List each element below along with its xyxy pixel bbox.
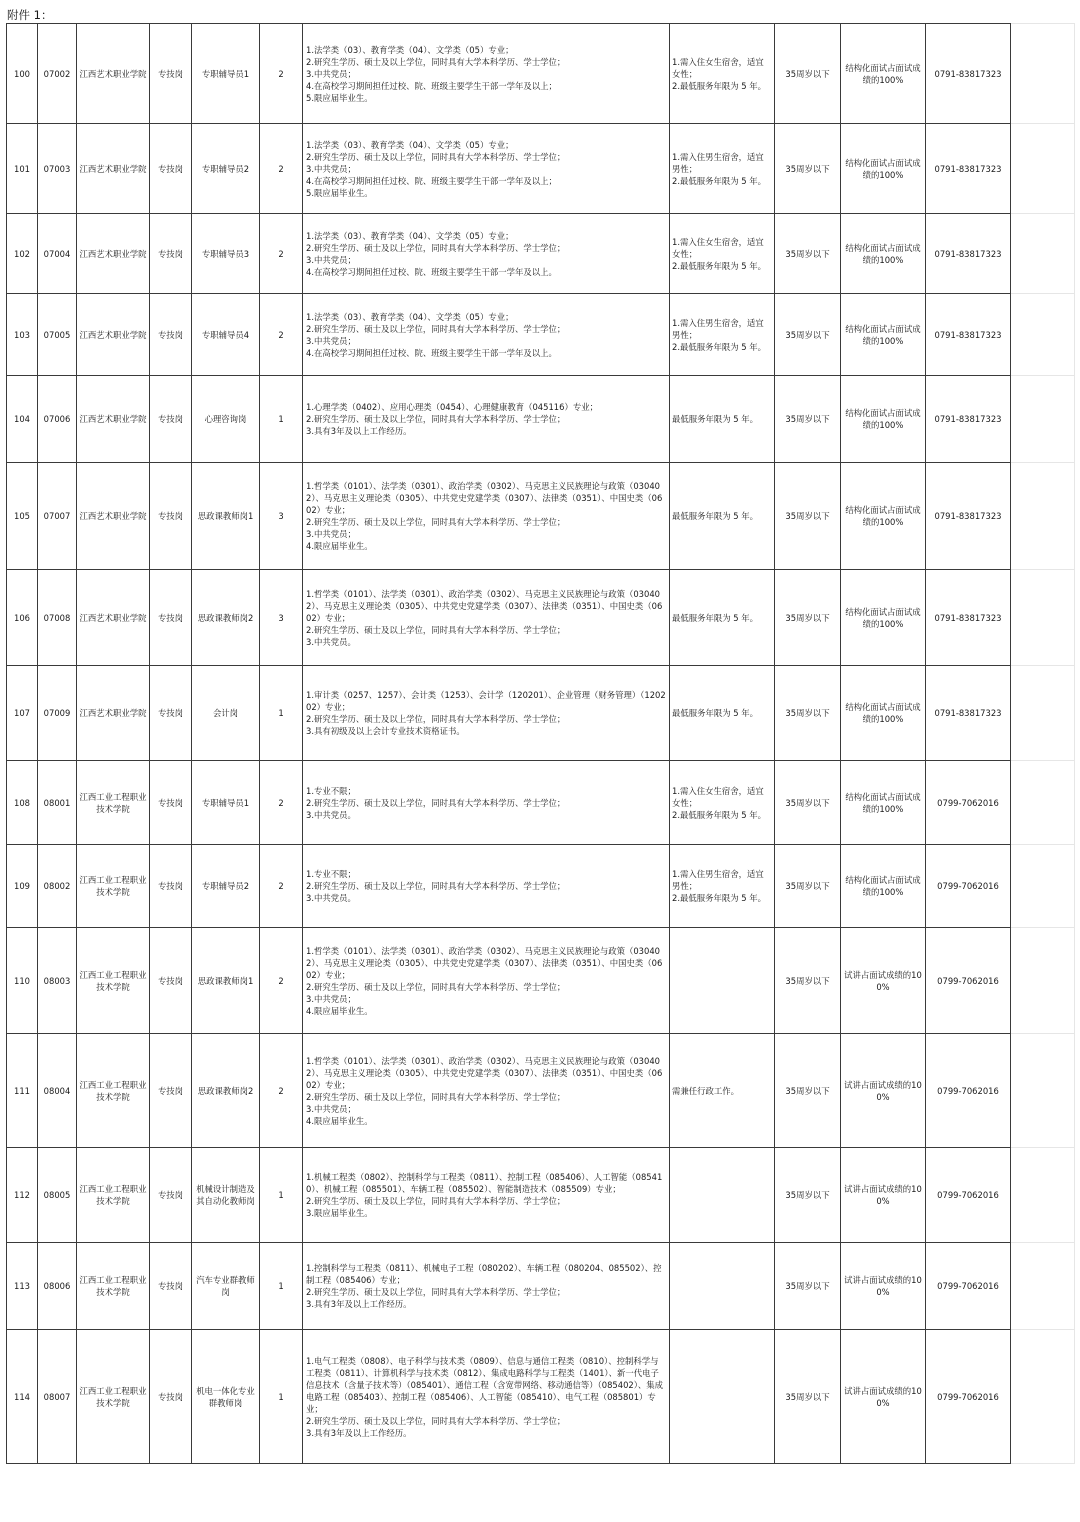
notes-cell bbox=[670, 1243, 775, 1330]
post-name-cell: 专职辅导员2 bbox=[192, 124, 260, 214]
seq-cell: 112 bbox=[7, 1148, 38, 1243]
notes-cell: 1.需入住男生宿舍，适宜男性； 2.最低服务年限为 5 年。 bbox=[670, 124, 775, 214]
post-type-cell: 专技岗 bbox=[150, 463, 192, 570]
notes-cell bbox=[670, 928, 775, 1034]
count-cell: 1 bbox=[260, 376, 303, 463]
post-name-cell: 专职辅导员1 bbox=[192, 24, 260, 124]
count-cell: 2 bbox=[260, 214, 303, 294]
phone-cell: 0791-83817323 bbox=[926, 570, 1011, 666]
exam-cell: 结构化面试占面试成绩的100% bbox=[841, 294, 926, 376]
seq-cell: 107 bbox=[7, 666, 38, 761]
count-cell: 2 bbox=[260, 1034, 303, 1148]
exam-cell: 结构化面试占面试成绩的100% bbox=[841, 845, 926, 928]
empty-cell bbox=[1011, 214, 1075, 294]
count-cell: 3 bbox=[260, 463, 303, 570]
requirements-cell: 1.机械工程类（0802）、控制科学与工程类（0811）、控制工程（085406）、人工智能（085410）、机械工程（085501）、车辆工程（085502）、智能制造技术（085509）专业； 2.研究生学历、硕士及以上学位，同时具有大学本科学历、学士学位； 3.限应届毕业生。 bbox=[303, 1148, 670, 1243]
empty-cell bbox=[1011, 24, 1075, 124]
exam-cell: 试讲占面试成绩的100% bbox=[841, 1330, 926, 1464]
phone-cell: 0799-7062016 bbox=[926, 1034, 1011, 1148]
count-cell: 2 bbox=[260, 124, 303, 214]
code-cell: 07007 bbox=[38, 463, 77, 570]
count-cell: 2 bbox=[260, 928, 303, 1034]
age-cell: 35周岁以下 bbox=[775, 761, 841, 845]
empty-cell bbox=[1011, 570, 1075, 666]
count-cell: 2 bbox=[260, 845, 303, 928]
post-type-cell: 专技岗 bbox=[150, 1148, 192, 1243]
age-cell: 35周岁以下 bbox=[775, 24, 841, 124]
phone-cell: 0799-7062016 bbox=[926, 845, 1011, 928]
exam-cell: 结构化面试占面试成绩的100% bbox=[841, 376, 926, 463]
notes-cell: 最低服务年限为 5 年。 bbox=[670, 376, 775, 463]
phone-cell: 0791-83817323 bbox=[926, 124, 1011, 214]
empty-cell bbox=[1011, 376, 1075, 463]
notes-cell: 最低服务年限为 5 年。 bbox=[670, 570, 775, 666]
seq-cell: 104 bbox=[7, 376, 38, 463]
seq-cell: 113 bbox=[7, 1243, 38, 1330]
post-name-cell: 心理咨询岗 bbox=[192, 376, 260, 463]
unit-cell: 江西工业工程职业技术学院 bbox=[77, 1148, 150, 1243]
age-cell: 35周岁以下 bbox=[775, 1330, 841, 1464]
code-cell: 08001 bbox=[38, 761, 77, 845]
post-type-cell: 专技岗 bbox=[150, 294, 192, 376]
phone-cell: 0799-7062016 bbox=[926, 761, 1011, 845]
age-cell: 35周岁以下 bbox=[775, 124, 841, 214]
table-row bbox=[7, 214, 1075, 294]
code-cell: 07008 bbox=[38, 570, 77, 666]
count-cell: 1 bbox=[260, 1330, 303, 1464]
notes-cell: 1.需入住男生宿舍，适宜男性； 2.最低服务年限为 5 年。 bbox=[670, 294, 775, 376]
table-row bbox=[7, 666, 1075, 761]
age-cell: 35周岁以下 bbox=[775, 1243, 841, 1330]
attachment-label: 附件 1： bbox=[7, 8, 53, 22]
empty-cell bbox=[1011, 928, 1075, 1034]
post-name-cell: 思政课教师岗1 bbox=[192, 463, 260, 570]
requirements-cell: 1.哲学类（0101）、法学类（0301）、政治学类（0302）、马克思主义民族理论与政策（030402）、马克思主义理论类（0305）、中共党史党建学类（0307）、法律类（0351）、中国史类（0602）专业； 2.研究生学历、硕士及以上学位，同时具有大学本科学历、学士学位； 3.中共党员； 4.限应届毕业生。 bbox=[303, 463, 670, 570]
code-cell: 08005 bbox=[38, 1148, 77, 1243]
exam-cell: 试讲占面试成绩的100% bbox=[841, 928, 926, 1034]
notes-cell: 最低服务年限为 5 年。 bbox=[670, 463, 775, 570]
unit-cell: 江西工业工程职业技术学院 bbox=[77, 1034, 150, 1148]
post-name-cell: 专职辅导员1 bbox=[192, 761, 260, 845]
notes-cell: 最低服务年限为 5 年。 bbox=[670, 666, 775, 761]
phone-cell: 0799-7062016 bbox=[926, 928, 1011, 1034]
seq-cell: 102 bbox=[7, 214, 38, 294]
age-cell: 35周岁以下 bbox=[775, 294, 841, 376]
empty-cell bbox=[1011, 1034, 1075, 1148]
empty-cell bbox=[1011, 1148, 1075, 1243]
post-type-cell: 专技岗 bbox=[150, 666, 192, 761]
age-cell: 35周岁以下 bbox=[775, 214, 841, 294]
age-cell: 35周岁以下 bbox=[775, 666, 841, 761]
post-name-cell: 专职辅导员4 bbox=[192, 294, 260, 376]
age-cell: 35周岁以下 bbox=[775, 570, 841, 666]
code-cell: 08003 bbox=[38, 928, 77, 1034]
exam-cell: 结构化面试占面试成绩的100% bbox=[841, 666, 926, 761]
age-cell: 35周岁以下 bbox=[775, 463, 841, 570]
unit-cell: 江西艺术职业学院 bbox=[77, 24, 150, 124]
post-name-cell: 思政课教师岗2 bbox=[192, 1034, 260, 1148]
unit-cell: 江西艺术职业学院 bbox=[77, 294, 150, 376]
exam-cell: 结构化面试占面试成绩的100% bbox=[841, 124, 926, 214]
exam-cell: 结构化面试占面试成绩的100% bbox=[841, 24, 926, 124]
count-cell: 2 bbox=[260, 24, 303, 124]
post-type-cell: 专技岗 bbox=[150, 1330, 192, 1464]
post-type-cell: 专技岗 bbox=[150, 845, 192, 928]
unit-cell: 江西艺术职业学院 bbox=[77, 214, 150, 294]
recruitment-table bbox=[6, 23, 1075, 1464]
code-cell: 07005 bbox=[38, 294, 77, 376]
exam-cell: 试讲占面试成绩的100% bbox=[841, 1148, 926, 1243]
unit-cell: 江西工业工程职业技术学院 bbox=[77, 1330, 150, 1464]
unit-cell: 江西工业工程职业技术学院 bbox=[77, 845, 150, 928]
count-cell: 2 bbox=[260, 761, 303, 845]
count-cell: 1 bbox=[260, 666, 303, 761]
post-type-cell: 专技岗 bbox=[150, 570, 192, 666]
post-name-cell: 机电一体化专业群教师岗 bbox=[192, 1330, 260, 1464]
code-cell: 07006 bbox=[38, 376, 77, 463]
post-name-cell: 机械设计制造及其自动化教师岗 bbox=[192, 1148, 260, 1243]
phone-cell: 0791-83817323 bbox=[926, 666, 1011, 761]
empty-cell bbox=[1011, 666, 1075, 761]
table-row bbox=[7, 294, 1075, 376]
unit-cell: 江西工业工程职业技术学院 bbox=[77, 1243, 150, 1330]
age-cell: 35周岁以下 bbox=[775, 1034, 841, 1148]
requirements-cell: 1.法学类（03）、教育学类（04）、文学类（05）专业； 2.研究生学历、硕士及以上学位，同时具有大学本科学历、学士学位； 3.中共党员； 4.在高校学习期间担任过校、院、班级主要学生干部一学年及以上； 5.限应届毕业生。 bbox=[303, 124, 670, 214]
post-name-cell: 思政课教师岗2 bbox=[192, 570, 260, 666]
exam-cell: 试讲占面试成绩的100% bbox=[841, 1034, 926, 1148]
notes-cell: 1.需入住男生宿舍，适宜男性； 2.最低服务年限为 5 年。 bbox=[670, 845, 775, 928]
empty-cell bbox=[1011, 1330, 1075, 1464]
unit-cell: 江西艺术职业学院 bbox=[77, 124, 150, 214]
seq-cell: 101 bbox=[7, 124, 38, 214]
age-cell: 35周岁以下 bbox=[775, 376, 841, 463]
age-cell: 35周岁以下 bbox=[775, 845, 841, 928]
table-row bbox=[7, 376, 1075, 463]
notes-cell: 1.需入住女生宿舍，适宜女性； 2.最低服务年限为 5 年。 bbox=[670, 24, 775, 124]
seq-cell: 111 bbox=[7, 1034, 38, 1148]
exam-cell: 结构化面试占面试成绩的100% bbox=[841, 761, 926, 845]
exam-cell: 结构化面试占面试成绩的100% bbox=[841, 570, 926, 666]
count-cell: 3 bbox=[260, 570, 303, 666]
phone-cell: 0791-83817323 bbox=[926, 294, 1011, 376]
code-cell: 07003 bbox=[38, 124, 77, 214]
table-body bbox=[7, 24, 1075, 1464]
code-cell: 08006 bbox=[38, 1243, 77, 1330]
seq-cell: 100 bbox=[7, 24, 38, 124]
table-row bbox=[7, 1034, 1075, 1148]
post-type-cell: 专技岗 bbox=[150, 761, 192, 845]
table-row bbox=[7, 1243, 1075, 1330]
requirements-cell: 1.法学类（03）、教育学类（04）、文学类（05）专业； 2.研究生学历、硕士及以上学位，同时具有大学本科学历、学士学位； 3.中共党员； 4.在高校学习期间担任过校、院、班级主要学生干部一学年及以上。 bbox=[303, 294, 670, 376]
count-cell: 1 bbox=[260, 1243, 303, 1330]
empty-cell bbox=[1011, 463, 1075, 570]
requirements-cell: 1.专业不限； 2.研究生学历、硕士及以上学位，同时具有大学本科学历、学士学位； 3.中共党员。 bbox=[303, 845, 670, 928]
empty-cell bbox=[1011, 124, 1075, 214]
phone-cell: 0799-7062016 bbox=[926, 1330, 1011, 1464]
requirements-cell: 1.电气工程类（0808）、电子科学与技术类（0809）、信息与通信工程类（0810）、控制科学与工程类（0811）、计算机科学与技术类（0812）、集成电路科学与工程类（1401）、新一代电子信息技术（含量子技术等）（085401）、通信工程（含宽带网络、移动通信等）（085402）、集成电路工程（085403）、控制工程（085406）、人工智能（085410）、电气工程（085801）专业； 2.研究生学历、硕士及以上学位，同时具有大学本科学历、学士学位； 3.具有3年及以上工作经历。 bbox=[303, 1330, 670, 1464]
phone-cell: 0791-83817323 bbox=[926, 376, 1011, 463]
requirements-cell: 1.审计类（0257、1257）、会计类（1253）、会计学（120201）、企业管理（财务管理）（120202）专业； 2.研究生学历、硕士及以上学位，同时具有大学本科学历、学士学位； 3.具有初级及以上会计专业技术资格证书。 bbox=[303, 666, 670, 761]
post-name-cell: 会计岗 bbox=[192, 666, 260, 761]
post-type-cell: 专技岗 bbox=[150, 1034, 192, 1148]
unit-cell: 江西艺术职业学院 bbox=[77, 463, 150, 570]
seq-cell: 103 bbox=[7, 294, 38, 376]
seq-cell: 108 bbox=[7, 761, 38, 845]
age-cell: 35周岁以下 bbox=[775, 928, 841, 1034]
empty-cell bbox=[1011, 1243, 1075, 1330]
requirements-cell: 1.法学类（03）、教育学类（04）、文学类（05）专业； 2.研究生学历、硕士及以上学位，同时具有大学本科学历、学士学位； 3.中共党员； 4.在高校学习期间担任过校、院、班级主要学生干部一学年及以上。 bbox=[303, 214, 670, 294]
unit-cell: 江西艺术职业学院 bbox=[77, 376, 150, 463]
count-cell: 2 bbox=[260, 294, 303, 376]
requirements-cell: 1.哲学类（0101）、法学类（0301）、政治学类（0302）、马克思主义民族理论与政策（030402）、马克思主义理论类（0305）、中共党史党建学类（0307）、法律类（0351）、中国史类（0602）专业； 2.研究生学历、硕士及以上学位，同时具有大学本科学历、学士学位； 3.中共党员； 4.限应届毕业生。 bbox=[303, 928, 670, 1034]
table-row bbox=[7, 463, 1075, 570]
table-row bbox=[7, 845, 1075, 928]
code-cell: 07004 bbox=[38, 214, 77, 294]
seq-cell: 114 bbox=[7, 1330, 38, 1464]
code-cell: 08007 bbox=[38, 1330, 77, 1464]
code-cell: 08002 bbox=[38, 845, 77, 928]
exam-cell: 结构化面试占面试成绩的100% bbox=[841, 214, 926, 294]
phone-cell: 0791-83817323 bbox=[926, 463, 1011, 570]
code-cell: 07002 bbox=[38, 24, 77, 124]
seq-cell: 106 bbox=[7, 570, 38, 666]
post-type-cell: 专技岗 bbox=[150, 928, 192, 1034]
exam-cell: 结构化面试占面试成绩的100% bbox=[841, 463, 926, 570]
post-name-cell: 专职辅导员3 bbox=[192, 214, 260, 294]
empty-cell bbox=[1011, 761, 1075, 845]
notes-cell: 需兼任行政工作。 bbox=[670, 1034, 775, 1148]
empty-cell bbox=[1011, 294, 1075, 376]
requirements-cell: 1.专业不限； 2.研究生学历、硕士及以上学位，同时具有大学本科学历、学士学位； 3.中共党员。 bbox=[303, 761, 670, 845]
requirements-cell: 1.心理学类（0402）、应用心理类（0454）、心理健康教育（045116）专业； 2.研究生学历、硕士及以上学位，同时具有大学本科学历、学士学位； 3.具有3年及以上工作经历。 bbox=[303, 376, 670, 463]
table-row bbox=[7, 570, 1075, 666]
post-type-cell: 专技岗 bbox=[150, 124, 192, 214]
post-type-cell: 专技岗 bbox=[150, 214, 192, 294]
post-name-cell: 思政课教师岗1 bbox=[192, 928, 260, 1034]
post-type-cell: 专技岗 bbox=[150, 376, 192, 463]
notes-cell: 1.需入住女生宿舍，适宜女性； 2.最低服务年限为 5 年。 bbox=[670, 761, 775, 845]
age-cell: 35周岁以下 bbox=[775, 1148, 841, 1243]
phone-cell: 0791-83817323 bbox=[926, 24, 1011, 124]
empty-cell bbox=[1011, 845, 1075, 928]
requirements-cell: 1.哲学类（0101）、法学类（0301）、政治学类（0302）、马克思主义民族理论与政策（030402）、马克思主义理论类（0305）、中共党史党建学类（0307）、法律类（0351）、中国史类（0602）专业； 2.研究生学历、硕士及以上学位，同时具有大学本科学历、学士学位； 3.中共党员。 bbox=[303, 570, 670, 666]
post-name-cell: 汽车专业群教师岗 bbox=[192, 1243, 260, 1330]
table-row bbox=[7, 124, 1075, 214]
post-name-cell: 专职辅导员2 bbox=[192, 845, 260, 928]
notes-cell bbox=[670, 1330, 775, 1464]
post-type-cell: 专技岗 bbox=[150, 24, 192, 124]
unit-cell: 江西工业工程职业技术学院 bbox=[77, 761, 150, 845]
count-cell: 1 bbox=[260, 1148, 303, 1243]
table-row bbox=[7, 1330, 1075, 1464]
requirements-cell: 1.哲学类（0101）、法学类（0301）、政治学类（0302）、马克思主义民族理论与政策（030402）、马克思主义理论类（0305）、中共党史党建学类（0307）、法律类（0351）、中国史类（0602）专业； 2.研究生学历、硕士及以上学位，同时具有大学本科学历、学士学位； 3.中共党员； 4.限应届毕业生。 bbox=[303, 1034, 670, 1148]
seq-cell: 110 bbox=[7, 928, 38, 1034]
post-type-cell: 专技岗 bbox=[150, 1243, 192, 1330]
seq-cell: 105 bbox=[7, 463, 38, 570]
seq-cell: 109 bbox=[7, 845, 38, 928]
code-cell: 07009 bbox=[38, 666, 77, 761]
requirements-cell: 1.控制科学与工程类（0811）、机械电子工程（080202）、车辆工程（080204、085502）、控制工程（085406）专业； 2.研究生学历、硕士及以上学位，同时具有大学本科学历、学士学位； 3.具有3年及以上工作经历。 bbox=[303, 1243, 670, 1330]
table-row bbox=[7, 1148, 1075, 1243]
unit-cell: 江西艺术职业学院 bbox=[77, 570, 150, 666]
phone-cell: 0799-7062016 bbox=[926, 1243, 1011, 1330]
notes-cell: 1.需入住女生宿舍，适宜女性； 2.最低服务年限为 5 年。 bbox=[670, 214, 775, 294]
requirements-cell: 1.法学类（03）、教育学类（04）、文学类（05）专业； 2.研究生学历、硕士及以上学位，同时具有大学本科学历、学士学位； 3.中共党员； 4.在高校学习期间担任过校、院、班级主要学生干部一学年及以上； 5.限应届毕业生。 bbox=[303, 24, 670, 124]
exam-cell: 试讲占面试成绩的100% bbox=[841, 1243, 926, 1330]
unit-cell: 江西艺术职业学院 bbox=[77, 666, 150, 761]
notes-cell bbox=[670, 1148, 775, 1243]
unit-cell: 江西工业工程职业技术学院 bbox=[77, 928, 150, 1034]
table-row bbox=[7, 928, 1075, 1034]
table-row bbox=[7, 24, 1075, 124]
phone-cell: 0791-83817323 bbox=[926, 214, 1011, 294]
table-row bbox=[7, 761, 1075, 845]
phone-cell: 0799-7062016 bbox=[926, 1148, 1011, 1243]
code-cell: 08004 bbox=[38, 1034, 77, 1148]
